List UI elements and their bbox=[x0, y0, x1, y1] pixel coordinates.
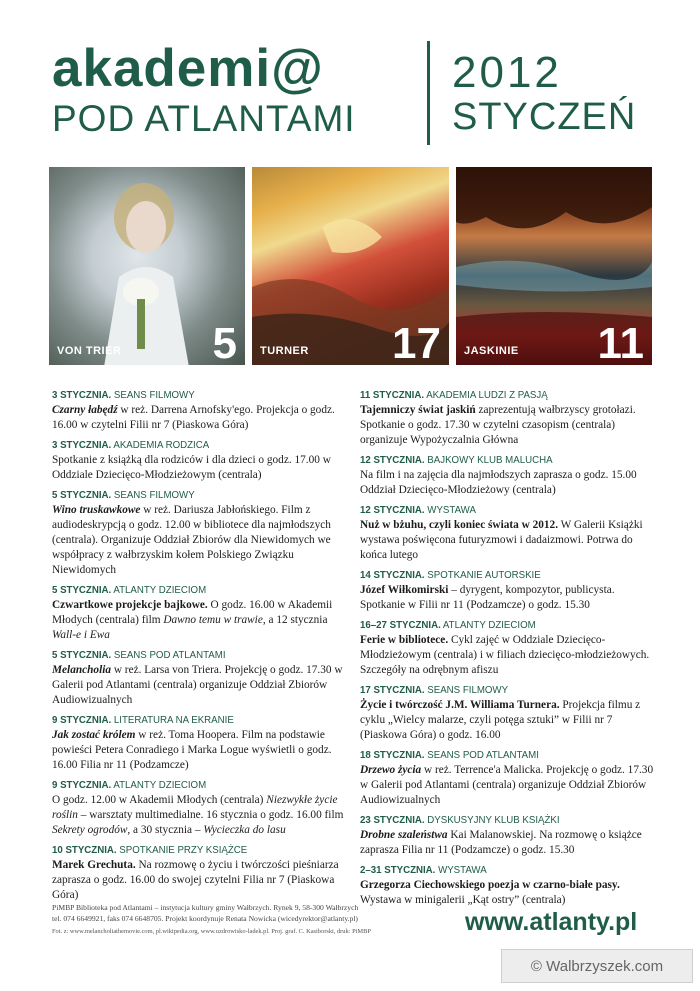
event-item bbox=[360, 619, 657, 678]
event-category: WYSTAWA bbox=[435, 865, 487, 876]
event-description: Tajemniczy świat jaskiń zaprezentują wałbrzyscy grotołazi. Spotkanie o godz. 17.30 w czytelni czasopism (centrala) organizuje Wypożyczalnia Główna bbox=[360, 404, 636, 446]
event-heading bbox=[360, 814, 657, 828]
event-description: Nuż w bżuhu, czyli koniec świata w 2012. W Galerii Książki wystawa poświęcona futuryzmowi i dadaizmowi. Potrwa do końca lutego bbox=[360, 519, 643, 561]
event-heading bbox=[52, 649, 349, 663]
event-category: SEANS FILMOWY bbox=[424, 685, 509, 696]
photo-von-trier bbox=[49, 167, 245, 365]
event-description: Melancholia w reż. Larsa von Triera. Projekcję o godz. 17.30 w Galerii pod Atlantami (centrala) organizuje Oddział Zbiorów Audiowizualnych bbox=[52, 664, 343, 706]
event-category: WYSTAWA bbox=[424, 505, 476, 516]
event-description: Jak zostać królem w reż. Toma Hoopera. Film na podstawie powieści Petera Conradiego i Marka Logue wyświetli o godz. 16.00 Filia nr 11 (Podzamcze) bbox=[52, 729, 332, 771]
header-year: 2012 bbox=[452, 48, 562, 97]
event-date: 23 STYCZNIA. bbox=[360, 815, 425, 826]
event-item bbox=[52, 844, 349, 903]
photo-turner bbox=[252, 167, 449, 365]
footer-line: PiMBP Biblioteka pod Atlantami – instytucja kultury gminy Wałbrzych. Rynek 9, 58-300 Wałbrzych bbox=[52, 903, 359, 912]
event-item bbox=[360, 814, 657, 858]
header-divider bbox=[427, 41, 430, 145]
photo-caption: TURNER bbox=[260, 345, 309, 357]
event-item bbox=[360, 749, 657, 808]
events-column-right bbox=[360, 389, 657, 914]
event-category: SEANS FILMOWY bbox=[111, 490, 195, 501]
event-heading bbox=[52, 779, 349, 793]
event-description: Czwartkowe projekcje bajkowe. O godz. 16.00 w Akademii Młodych (centrala) film Dawno temu w trawie, a 12 stycznia Wall-e i Ewa bbox=[52, 599, 333, 641]
event-category: SPOTKANIE AUTORSKIE bbox=[424, 570, 541, 581]
event-heading bbox=[360, 684, 657, 698]
event-item bbox=[52, 584, 349, 643]
event-description: Wino truskawkowe w reż. Dariusza Jabłońskiego. Film z audiodeskrypcją o godz. 12.00 w bibliotece dla najmłodszych (centrala). Organizuje Oddział Zbiorów dla Niewidomych we współpracy z wałbrzyskim kołem Polskiego Związku Niewidomych bbox=[52, 504, 331, 576]
event-category: SPOTKANIE PRZY KSIĄŻCE bbox=[116, 845, 248, 856]
event-item bbox=[52, 714, 349, 773]
event-description: Na film i na zajęcia dla najmłodszych zaprasza o godz. 15.00 Oddział Dziecięco-Młodzieżowy (centrala) bbox=[360, 469, 637, 496]
event-item bbox=[360, 684, 657, 743]
event-item bbox=[52, 439, 349, 483]
footer-line: tel. 074 6649921, faks 074 6648705. Projekt koordynuje Renata Nowicka (wicedyrektor@atlanty.pl) bbox=[52, 914, 358, 923]
event-heading bbox=[360, 864, 657, 878]
event-category: ATLANTY DZIECIOM bbox=[111, 585, 207, 596]
photo-number: 11 bbox=[597, 319, 644, 365]
event-heading bbox=[52, 389, 349, 403]
header-left bbox=[52, 39, 422, 140]
event-item bbox=[360, 504, 657, 563]
event-description: Marek Grechuta. Na rozmowę o życiu i twórczości pieśniarza zaprasza o godz. 16.00 do swojej czytelni Filia nr 7 (Piaskowa Góra) bbox=[52, 859, 339, 901]
event-item bbox=[52, 389, 349, 433]
event-description: O godz. 12.00 w Akademii Młodych (centrala) Niezwykłe życie roślin – warsztaty multimedialne. 16 stycznia o godz. 16.00 film Sekrety ogrodów, a 30 stycznia – Wycieczka do lasu bbox=[52, 794, 344, 836]
photo-caption: VON TRIER bbox=[57, 345, 122, 357]
event-heading bbox=[360, 454, 657, 468]
brand-subtitle: POD ATLANTAMI bbox=[52, 98, 356, 139]
watermark: © Walbrzyszek.com bbox=[501, 949, 693, 983]
event-description: Czarny łabędź w reż. Darrena Arnofsky'ego. Projekcja o godz. 16.00 w czytelni Filii nr 7 (Piaskowa Góra) bbox=[52, 404, 335, 431]
event-category: SEANS POD ATLANTAMI bbox=[111, 650, 226, 661]
event-date: 14 STYCZNIA. bbox=[360, 570, 425, 581]
event-date: 18 STYCZNIA. bbox=[360, 750, 425, 761]
event-category: AKADEMIA LUDZI Z PASJĄ bbox=[424, 390, 548, 401]
header-month: STYCZEŃ bbox=[452, 96, 637, 138]
event-category: SEANS POD ATLANTAMI bbox=[424, 750, 539, 761]
event-date: 5 STYCZNIA. bbox=[52, 650, 112, 661]
event-heading bbox=[360, 504, 657, 518]
event-description: Ferie w bibliotece. Cykl zajęć w Oddziale Dziecięco-Młodzieżowym (centrala) i w filiach dziecięco-młodzieżowych. Szczegóły na odrębnym afiszu bbox=[360, 634, 650, 676]
event-category: ATLANTY DZIECIOM bbox=[111, 780, 207, 791]
event-date: 2–31 STYCZNIA. bbox=[360, 865, 436, 876]
event-heading bbox=[52, 714, 349, 728]
event-category: LITERATURA NA EKRANIE bbox=[111, 715, 234, 726]
photo-jaskinie bbox=[456, 167, 652, 365]
event-heading bbox=[52, 844, 349, 858]
event-date: 3 STYCZNIA. bbox=[52, 440, 112, 451]
website-url[interactable]: www.atlanty.pl bbox=[465, 908, 638, 936]
event-heading bbox=[360, 749, 657, 763]
events-column-left bbox=[52, 389, 349, 909]
event-item bbox=[52, 779, 349, 838]
event-heading bbox=[52, 489, 349, 503]
event-date: 10 STYCZNIA. bbox=[52, 845, 117, 856]
event-item bbox=[360, 569, 657, 613]
event-description: Drobne szaleństwa Kai Malanowskiej. Na rozmowę o książce zaprasza Filia nr 11 (Podzamcze) o godz. 15.30 bbox=[360, 829, 642, 856]
event-description: Spotkanie z książką dla rodziców i dla dzieci o godz. 17.00 w Oddziale Dziecięco-Młodzieżowym (centrala) bbox=[52, 454, 331, 481]
event-date: 17 STYCZNIA. bbox=[360, 685, 425, 696]
event-date: 9 STYCZNIA. bbox=[52, 780, 112, 791]
event-description: Grzegorza Ciechowskiego poezja w czarno-białe pasy. Wystawa w minigalerii „Kąt ostry” (centrala) bbox=[360, 879, 620, 906]
event-date: 9 STYCZNIA. bbox=[52, 715, 112, 726]
event-heading bbox=[360, 569, 657, 583]
event-category: BAJKOWY KLUB MALUCHA bbox=[424, 455, 553, 466]
event-category: ATLANTY DZIECIOM bbox=[440, 620, 536, 631]
event-item bbox=[52, 649, 349, 708]
event-date: 5 STYCZNIA. bbox=[52, 490, 112, 501]
event-category: SEANS FILMOWY bbox=[111, 390, 195, 401]
footer-credits: Fot. z: www.melancholiathemovie.com, pl.wikipedia.org, www.uzdrowisko-ladek.pl. Proj. graf. C. Kasiborski, druk: PiMBP bbox=[52, 928, 371, 935]
brand-logo: akademi@ bbox=[52, 39, 324, 98]
event-description: Życie i twórczość J.M. Williama Turnera. Projekcja filmu z cyklu „Wielcy malarze, czyli potęga sztuki” w Filii nr 7 (Piaskowa Góra) o godz. 16.00 bbox=[360, 699, 641, 741]
event-heading bbox=[52, 439, 349, 453]
event-date: 12 STYCZNIA. bbox=[360, 455, 425, 466]
event-heading bbox=[360, 619, 657, 633]
event-date: 12 STYCZNIA. bbox=[360, 505, 425, 516]
photo-number: 5 bbox=[212, 319, 237, 365]
event-date: 16–27 STYCZNIA. bbox=[360, 620, 441, 631]
event-item bbox=[360, 454, 657, 498]
event-heading bbox=[360, 389, 657, 403]
event-heading bbox=[52, 584, 349, 598]
event-date: 5 STYCZNIA. bbox=[52, 585, 112, 596]
event-item bbox=[360, 389, 657, 448]
photo-number: 17 bbox=[392, 319, 441, 365]
footer-info bbox=[52, 902, 432, 937]
event-category: DYSKUSYJNY KLUB KSIĄŻKI bbox=[424, 815, 560, 826]
event-description: Drzewo życia w reż. Terrence'a Malicka. Projekcję o godz. 17.30 w Galerii pod Atlantami (centrala) organizuje Oddział Zbiorów Audiowizualnych bbox=[360, 764, 654, 806]
header-right bbox=[452, 50, 636, 138]
event-date: 3 STYCZNIA. bbox=[52, 390, 112, 401]
event-item bbox=[52, 489, 349, 578]
event-category: AKADEMIA RODZICA bbox=[111, 440, 210, 451]
event-description: Józef Wiłkomirski – dyrygent, kompozytor, publicysta. Spotkanie w Filii nr 11 (Podzamcze) o godz. 15.30 bbox=[360, 584, 615, 611]
photo-caption: JASKINIE bbox=[464, 345, 519, 357]
event-date: 11 STYCZNIA. bbox=[360, 390, 425, 401]
